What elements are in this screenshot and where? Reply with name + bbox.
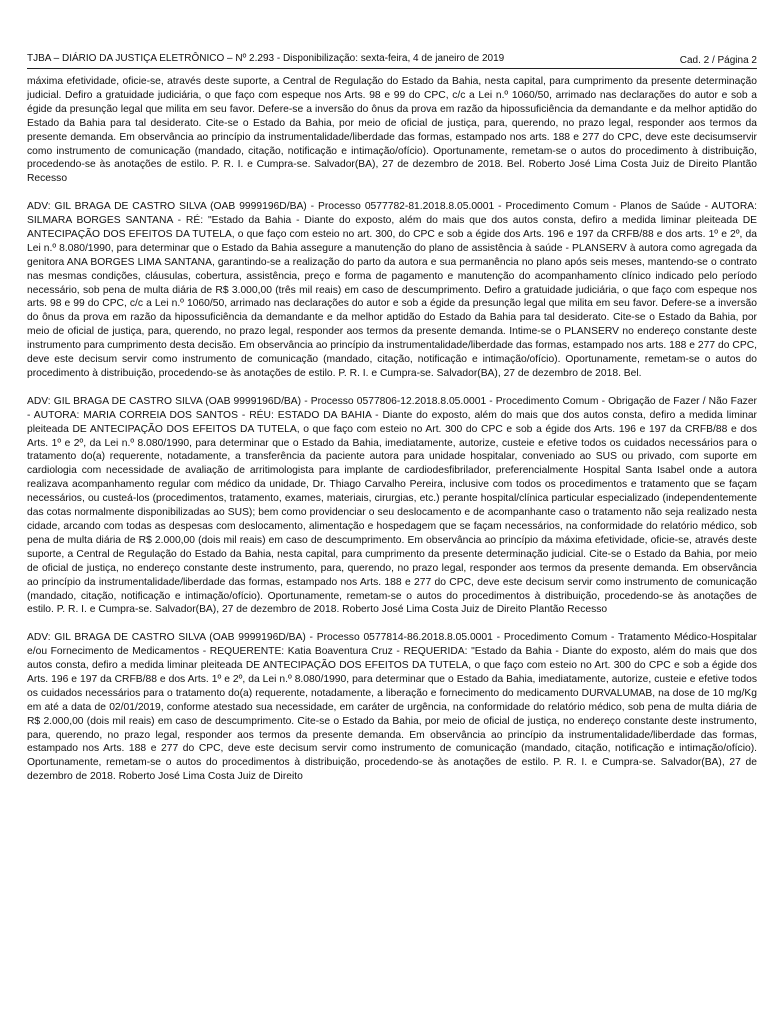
- paragraph-process-0577806: ADV: GIL BRAGA DE CASTRO SILVA (OAB 9999196D/BA) - Processo 0577806-12.2018.8.05.0001 - Procedimento Comum - Obrigação de Fazer / Não Fazer - AUTORA: MARIA CORREIA DOS SANTOS - RÉU: ESTADO DA BAHIA - Diante do exposto, além do mais que dos autos consta, defiro a medida liminar pleiteada DE ANTECIPAÇÃO DOS EFEITOS DA TUTELA, o que faço com esteio no Art. 300 do CPC e sob a égide dos Arts. 196 e 197 da CRFB/88 e dos Arts. 1º e 2º, da Lei n.º 8.080/1990, para determinar que o Estado da Bahia, imediatamente, autorize, custeie e efetive todos os cuidados necessários para o tratamento do(a) requerente, notadamente, a transferência da paciente autora para unidade hospitalar, conveniado ao SUS ou privado, com suporte em cardiologia com necessidade de avaliação de arritimologista para implante de cardiodesfibrilador, preferencialmente Hospital Santa Isabel onde a autora realizava acompanhamento regular com médico da unidade, Dr. Thiago Carvalho Pereira, inclusive com todos os procedimentos e tratamento que se façam necessários, ou custeá-los (procedimentos, tratamento, exames, materiais, cirurgias, etc.) perante hospital/clínica particular especializado (independentemente das cotas normalmente disponibilizadas ao SUS); bem como providenciar o seu deslocamento e de acompanhante caso o tratamento não seja realizado nesta cidade, arcando com todas as despesas com deslocamento, alimentação e hospedagem que se façam necessários, na conformidade do relatório médico, sob pena de multa diária de R$ 2.000,00 (dois mil reais) em caso de descumprimento. Em observância ao princípio da máxima efetividade, oficie-se, através deste suporte, a Central de Regulação do Estado da Bahia, nesta capital, para cumprimento da presente determinação judicial. Cite-se o Estado da Bahia, por meio de oficial de justiça, no endereço constante deste instrumento, para, querendo, no prazo legal, responder aos termos da presente demanda. Em observância ao princípio da instrumentalidade/liberdade das formas, estampado nos Arts. 188 e 277 do CPC, deve este decisum servir como instrumento de comunicação (mandado, citação, notificação e intimação/ofício). Oportunamente, remetam-se o autos do procedimentos à distribuição, procedendo-se às anotações de estilo. P. R. I. e Cumpra-se. Salvador(BA), 27 de dezembro de 2018. Roberto José Lima Costa Juiz de Direito Plantão Recesso: [27, 395, 757, 616]
- paragraph-process-0577782: ADV: GIL BRAGA DE CASTRO SILVA (OAB 9999196D/BA) - Processo 0577782-81.2018.8.05.0001 - Procedimento Comum - Planos de Saúde - AUTORA: SILMARA BORGES SANTANA - RÉ: "Estado da Bahia - Diante do exposto, além do mais que dos autos consta, defiro a medida liminar pleiteada DE ANTECIPAÇÃO DOS EFEITOS DA TUTELA, o que faço com esteio no art. 300, do CPC e sob a égide dos Arts. 196 e 197 da CRFB/88 e dos arts. 1º e 2º, da Lei n.º 8.080/1990, para determinar que o Estado da Bahia assegure a manutenção do plano de assistência à saúde - PLANSERV à autora como agregada da genitora ANA BORGES LIMA SANTANA, garantindo-se a realização do parto da autora e sua permanência no plano após seis meses, mantendo-se o contrato nas mesmas condições, cláusulas, cobertura, assistência, preço e forma de pagamento e manutenção do acompanhamento clínico indicado pelo período necessário, sob pena de multa diária de R$ 3.000,00 (três mil reais) em caso de descumprimento. Defiro a gratuidade judiciária, o que faço com espeque nos arts. 98 e 99 do CPC, c/c a Lei n.º 1060/50, arrimado nas declarações do autor e sob a égide da presunção legal que milita em seu favor. Defere-se a inversão do ônus da prova em razão da hipossuficiência da demandante e da melhor aptidão do Estado da Bahia para tal desiderato. Cite-se o Estado da Bahia, por meio de oficial de justiça, para, querendo, no prazo legal, responder aos termos da presente demanda. Intime-se o PLANSERV no endereço constante deste instrumento para cumprimento desta decisão. Em observância ao princípio da instrumentalidade/liberdade das formas, estampado nos arts. 188 e 277 do CPC, deve este decisum servir como instrumento de comunicação (mandado, citação, notificação e intimação/ofício). Oportunamente, remetam-se o autos do procedimento à distribuição, procedendo-se às anotações de estilo. P. R. I. e Cumpra-se. Salvador(BA), 27 de dezembro de 2018. Bel.: [27, 201, 757, 380]
- page-header: [27, 50, 757, 69]
- document-body: [27, 75, 757, 798]
- page-number: Cad. 2 / Página 2: [679, 55, 757, 66]
- paragraph-process-0577814: ADV: GIL BRAGA DE CASTRO SILVA (OAB 9999196D/BA) - Processo 0577814-86.2018.8.05.0001 - Procedimento Comum - Tratamento Médico-Hospitalar e/ou Fornecimento de Medicamentos - REQUERENTE: Katia Boaventura Cruz - REQUERIDA: "Estado da Bahia - Diante do exposto, além do mais que dos autos consta, defiro a medida liminar pleiteada DE ANTECIPAÇÃO DOS EFEITOS DA TUTELA, o que faço com esteio no Art. 300 do CPC e sob a égide dos Arts. 196 e 197 da CRFB/88 e dos Arts. 1º e 2º, da Lei n.º 8.080/1990, para determinar que o Estado da Bahia, imediatamente, autorize, custeie e efetive todos os cuidados necessários para o tratamento do(a) requerente, notadamente, a liberação e fornecimento do medicamento DURVALUMAB, na dose de 10 mg/Kg em até a data de 02/01/2019, conforme atestado sua necessidade, em caráter de urgência, na conformidade do relatório médico, sob pena de multa diária de R$ 2.000,00 (dois mil reais) em caso de descumprimento. Cite-se o Estado da Bahia, por meio de oficial de justiça, no endereço constante deste instrumento, para, querendo, no prazo legal, responder aos termos da presente demanda. Em observância ao princípio da instrumentalidade/liberdade das formas, estampado nos Arts. 188 e 277 do CPC, deve este decisum servir como instrumento de comunicação (mandado, citação, notificação e intimação/ofício). Oportunamente, remetam-se o autos do procedimentos à distribuição, procedendo-se às anotações de estilo. P. R. I. e Cumpra-se. Salvador(BA), 27 de dezembro de 2018. Roberto José Lima Costa Juiz de Direito: [27, 632, 757, 783]
- journal-title: TJBA – DIÁRIO DA JUSTIÇA ELETRÔNICO – Nº 2.293 - Disponibilização: sexta-feira, 4 de janeiro de 2019: [27, 53, 505, 64]
- paragraph-continuation: máxima efetividade, oficie-se, através deste suporte, a Central de Regulação do Estado da Bahia, nesta capital, para cumprimento da presente determinação judicial. Defiro a gratuidade judiciária, o que faço com espeque nos Arts. 98 e 99 do CPC, c/c a Lei n.º 1060/50, arrimado nas declarações do autor e sob a égide da presunção legal que milita em seu favor. Defere-se a inversão do ônus da prova em razão da hipossuficiência da demandante e da melhor aptidão do Estado da Bahia para tal desiderato. Cite-se o Estado da Bahia, por meio de oficial de justiça, para, querendo, no prazo legal, responder aos termos da presente demanda. Em observância ao princípio da instrumentalidade/liberdade das formas, estampado nos arts. 188 e 277 do CPC, deve este decisumservir como instrumento de comunicação (mandado, citação, notificação e intimação/ofício). Oportunamente, remetam-se o autos do procedimento à distribuição, procedendo-se às anotações de estilo. P. R. I. e Cumpra-se. Salvador(BA), 27 de dezembro de 2018. Bel. Roberto José Lima Costa Juiz de Direito Plantão Recesso: [27, 76, 757, 185]
